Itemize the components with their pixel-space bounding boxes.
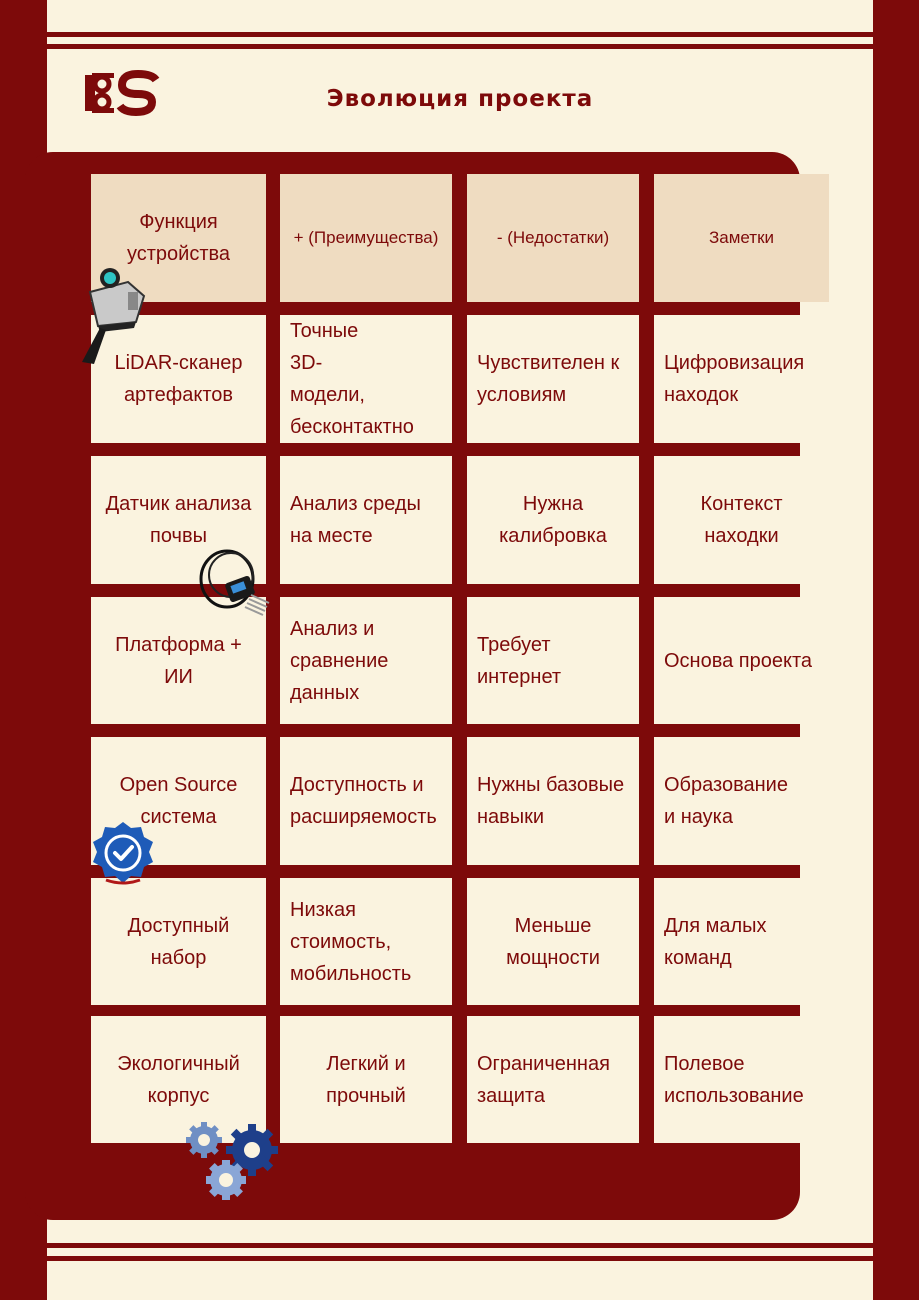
table-cell-text: Ограниченная защита <box>477 1052 610 1107</box>
table-cell-pros <box>280 597 452 724</box>
table-cell-notes <box>654 1016 829 1143</box>
gears-icon <box>182 1118 282 1206</box>
header-pros-label: + (Преимущества) <box>293 228 439 247</box>
table-cell-text: Платформа + ИИ <box>115 633 242 688</box>
table-cell-cons <box>467 456 639 584</box>
table-cell-text: Нужна калибровка <box>499 493 607 547</box>
table-cell-text: Полевое использование <box>664 1052 804 1107</box>
table-cell-text: Низкая стоимость, мобильность <box>290 898 412 985</box>
header-notes-label: Заметки <box>708 228 775 247</box>
table-cell-text: Основа проекта <box>664 649 813 672</box>
table-cell-text: Чувствителен к условиям <box>477 352 620 406</box>
table-cell-text: Анализ среды на месте <box>290 493 421 547</box>
header-cons <box>467 174 639 302</box>
lidar-scanner-icon <box>76 262 148 366</box>
table-cell-text: Доступность и расширяемость <box>290 774 437 828</box>
table-cell-text: Экологичный корпус <box>117 1052 240 1107</box>
table-cell-pros <box>280 456 452 584</box>
table-cell-pros <box>280 878 452 1005</box>
table-cell-function <box>91 878 266 1005</box>
bottom-rule <box>47 1243 873 1248</box>
header-cons-label: - (Недостатки) <box>496 228 610 247</box>
header-pros <box>280 174 452 302</box>
header-notes <box>654 174 829 302</box>
table-cell-text: Анализ и сравнение данных <box>290 617 389 704</box>
table-cell-text: Образование и наука <box>664 774 788 828</box>
top-rule <box>47 32 873 37</box>
header-function-label: Функция устройства <box>126 211 231 265</box>
table-cell-text: Доступный набор <box>127 914 230 969</box>
table-cell-cons <box>467 737 639 865</box>
table-cell-notes <box>654 315 829 443</box>
table-cell-text: Для малых команд <box>664 914 767 969</box>
table-cell-text: Легкий и прочный <box>326 1052 406 1107</box>
table-cell-pros <box>280 315 452 443</box>
table-cell-cons <box>467 1016 639 1143</box>
page-title: Эволюция проекта <box>326 86 594 112</box>
table-cell-text: Меньше мощности <box>506 914 600 969</box>
soil-sensor-icon <box>197 545 273 623</box>
table-cell-notes <box>654 737 829 865</box>
table-cell-notes <box>654 456 829 584</box>
verified-badge-icon <box>90 820 156 886</box>
top-rule-2 <box>47 44 873 49</box>
table-cell-text: LiDAR-сканер артефактов <box>114 352 243 406</box>
table-cell-text: Цифровизация находок <box>664 352 805 406</box>
table-cell-pros <box>280 737 452 865</box>
table-cell-text: Open Source система <box>119 774 238 828</box>
table-cell-text: Датчик анализа почвы <box>105 493 252 547</box>
table-cell-cons <box>467 878 639 1005</box>
table-cell-cons <box>467 315 639 443</box>
table-cell-notes <box>654 597 829 724</box>
table-cell-cons <box>467 597 639 724</box>
table-cell-text: Точные 3D-модели, бесконтактно <box>290 320 414 438</box>
table-cell-text: Контекст находки <box>700 493 783 547</box>
table-cell-pros <box>280 1016 452 1143</box>
table-cell-notes <box>654 878 829 1005</box>
bottom-rule-2 <box>47 1256 873 1261</box>
table-cell-text: Требует интернет <box>477 633 562 688</box>
table-cell-text: Нужны базовые навыки <box>477 774 625 828</box>
